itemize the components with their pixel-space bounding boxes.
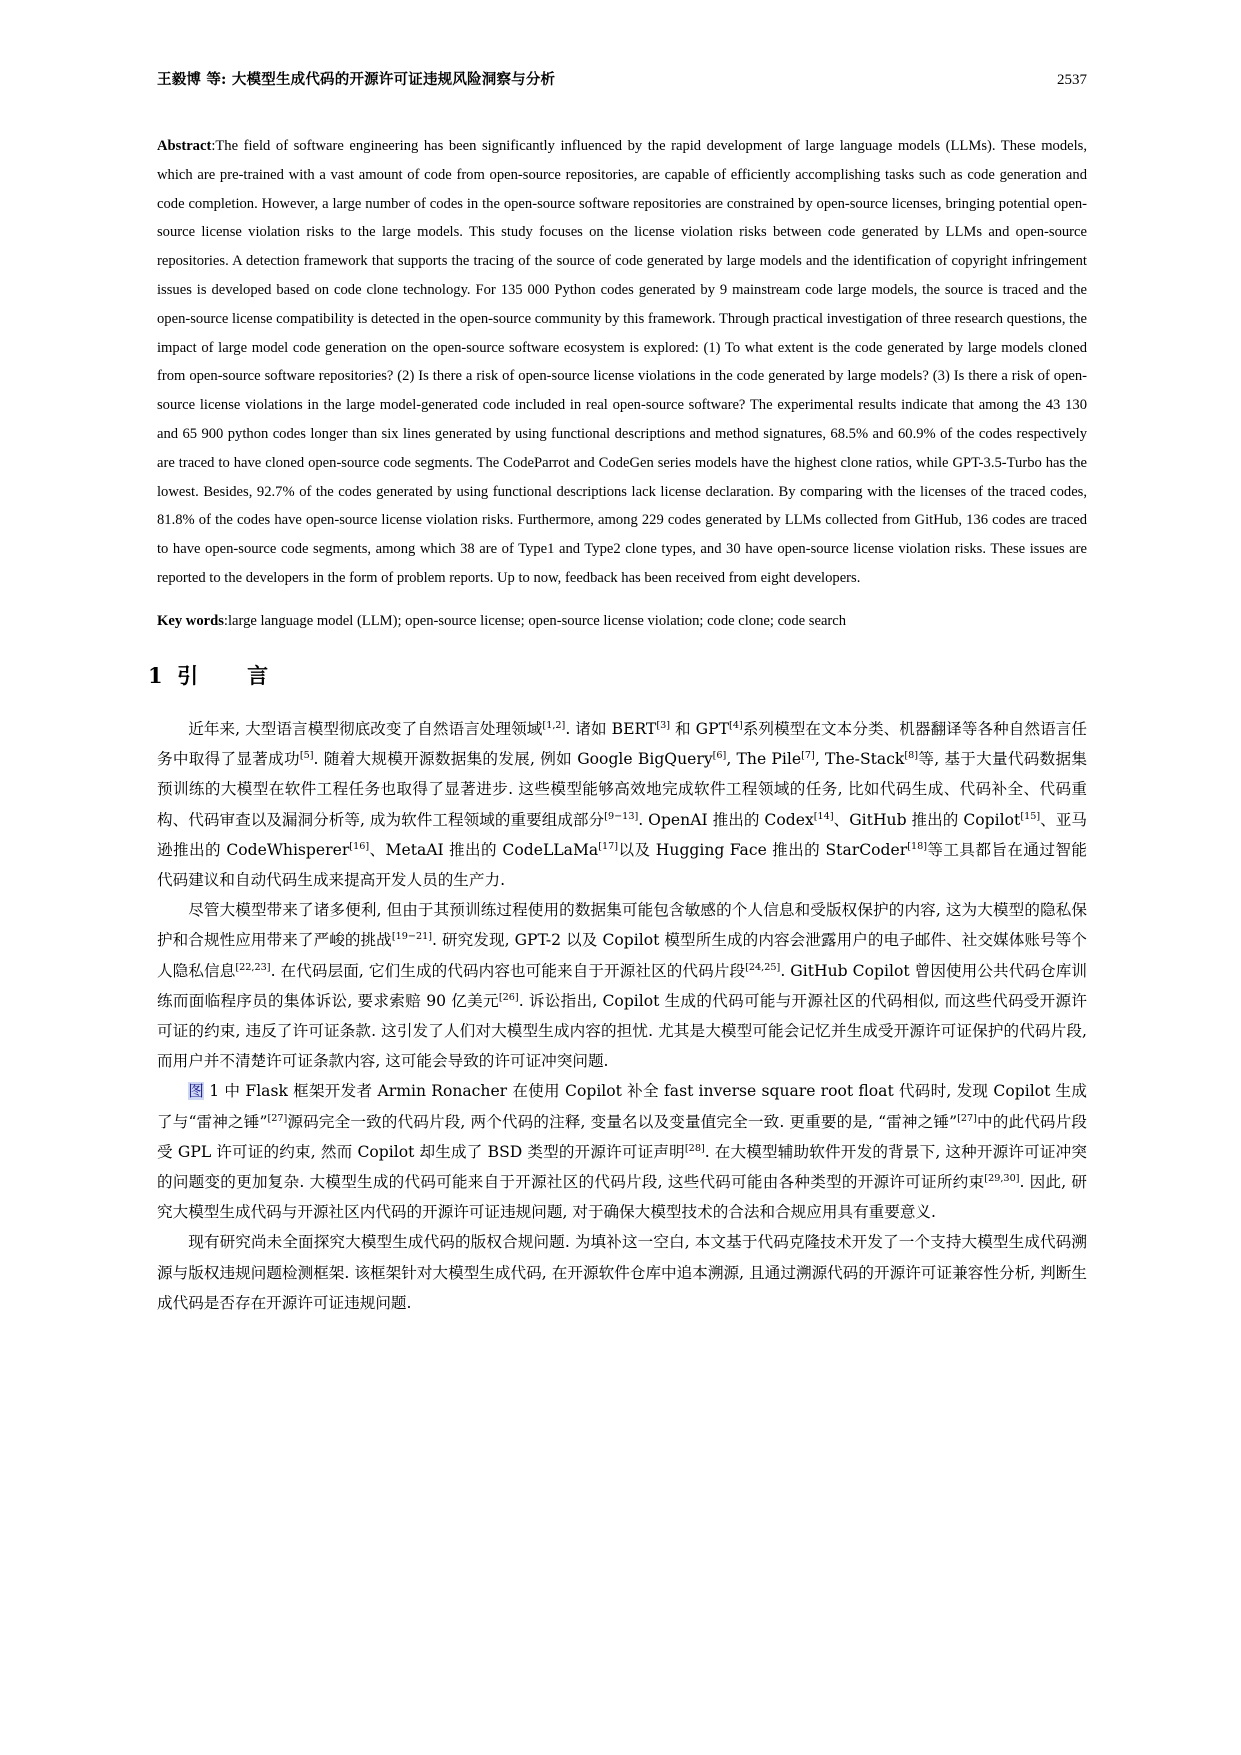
keywords-section bbox=[157, 609, 1087, 633]
text-run: 、GitHub 推出的 Copilot bbox=[833, 810, 1021, 829]
text-run: 现有研究尚未全面探究大模型生成代码的版权合规问题. 为填补这一空白, 本文基于代码克隆技术开发了一个支持大模型生成代码溯源与版权违规问题检测框架. 该框架针对大模型生成代码, 在开源软件仓库中追本溯源, 且通过溯源代码的开源许可证兼容性分析, 判断生成代码是否存在开源许可证违规问题. bbox=[157, 1233, 1087, 1312]
body-paragraph bbox=[157, 1227, 1087, 1318]
text-run: . 诸如 BERT bbox=[565, 720, 657, 738]
body-text bbox=[157, 714, 1087, 1318]
citation-reference[interactable]: [14] bbox=[813, 810, 834, 822]
citation-reference[interactable]: [27] bbox=[267, 1112, 288, 1124]
citation-reference[interactable]: [28] bbox=[684, 1142, 705, 1154]
page-number: 2537 bbox=[1057, 72, 1087, 88]
citation-reference[interactable]: [8] bbox=[904, 750, 919, 762]
body-paragraph bbox=[157, 714, 1087, 895]
running-header bbox=[157, 68, 1087, 89]
section-number: 1 bbox=[148, 663, 164, 688]
text-run: 中的此代码片段受 GPL 许可证的约束, 然而 Copilot 却生成了 BSD 类型的开源许可证声明 bbox=[157, 1112, 1087, 1161]
citation-reference[interactable]: [29,30] bbox=[984, 1172, 1020, 1184]
text-run: 以及 Hugging Face 推出的 StarCoder bbox=[618, 840, 908, 859]
citation-reference[interactable]: [26] bbox=[498, 991, 519, 1003]
citation-reference[interactable]: [1,2] bbox=[542, 719, 566, 731]
citation-reference[interactable]: [15] bbox=[1020, 810, 1041, 822]
citation-reference[interactable]: [7] bbox=[801, 750, 815, 762]
text-run: 、亚马逊推出的 CodeWhisperer bbox=[157, 810, 1087, 859]
text-run: 1 中 Flask 框架开发者 Armin Ronacher 在使用 Copilot 补全 fast inverse square root float 代码时, 发现 Copilot 生成了与“雷神之锤” bbox=[157, 1082, 1087, 1131]
abstract-label: Abstract bbox=[157, 138, 212, 154]
figure-link[interactable]: 图 bbox=[188, 1082, 205, 1101]
citation-reference[interactable]: [6] bbox=[712, 750, 727, 762]
body-paragraph bbox=[157, 895, 1087, 1076]
text-run: , The Pile bbox=[726, 750, 802, 769]
abstract-paragraph bbox=[157, 132, 1087, 593]
keywords-text: large language model (LLM); open-source license; open-source license violation; code clone; code search bbox=[227, 613, 847, 629]
keywords-label: Key words bbox=[157, 613, 224, 629]
text-run: . 在大模型辅助软件开发的背景下, 这种开源许可证冲突的问题变的更加复杂. 大模型生成的代码可能来自于开源社区的代码片段, 这些代码可能由各种类型的开源许可证所约束 bbox=[157, 1142, 1087, 1192]
text-run: 等工具都旨在通过智能代码建议和自动代码生成来提高开发人员的生产力. bbox=[157, 840, 1087, 890]
abstract-section bbox=[157, 132, 1087, 593]
citation-reference[interactable]: [5] bbox=[299, 750, 314, 762]
citation-reference[interactable]: [3] bbox=[656, 719, 671, 731]
citation-reference[interactable]: [22,23] bbox=[235, 961, 271, 973]
citation-reference[interactable]: [27] bbox=[957, 1112, 977, 1124]
abstract-text: The field of software engineering has been significantly influenced by the rapid development of large language models (LLMs). These models, which are pre-trained with a vast amount of code from open-source repositories, are capable of efficiently accomplishing tasks such as code generation and code completion. However, a large number of codes in the open-source software repositories are constrained by open-source licenses, bringing potential open-source license violation risks to the large models. This study focuses on the license violation risks between code generated by LLMs and open-source repositories. A detection framework that supports the tracing of the source of code generated by large models and the identification of copyright infringement issues is developed based on code clone technology. For 135 000 Python codes generated by 9 mainstream code large models, the source is traced and the open-source license compatibility is detected in the open-source community by this framework. Through practical investigation of three research questions, the impact of large model code generation on the open-source software ecosystem is explored: (1) To what extent is the code generated by large models cloned from open-source software repositories? (2) Is there a risk of open-source license violations in the code generated by large models? (3) Is there a risk of open-source license violations in the large model-generated code included in real open-source software? The experimental results indicate that among the 43 130 and 65 900 python codes longer than six lines generated by using functional descriptions and method signatures, 68.5% and 60.9% of the codes respectively are traced to have cloned open-source code segments. The CodeParrot and CodeGen series models have the highest clone ratios, while GPT-3.5-Turbo has the lowest. Besides, 92.7% of the codes generated by using functional descriptions lack license declaration. By comparing with the licenses of the traced codes, 81.8% of the codes have open-source license violation risks. Furthermore, among 229 codes generated by LLMs collected from GitHub, 136 codes are traced to have open-source code segments, among which 38 are of Type1 and Type2 clone types, and 30 have open-source license violation risks. These issues are reported to the developers in the form of problem reports. Up to now, feedback has been received from eight developers. bbox=[157, 138, 1087, 586]
citation-reference[interactable]: [24,25] bbox=[745, 961, 781, 973]
citation-reference[interactable]: [4] bbox=[729, 719, 743, 731]
body-paragraph bbox=[157, 1076, 1087, 1227]
text-run: . OpenAI 推出的 Codex bbox=[638, 810, 814, 829]
text-run: 源码完全一致的代码片段, 两个代码的注释, 变量名以及变量值完全一致. 更重要的是, “雷神之锤” bbox=[287, 1112, 958, 1131]
keywords-separator: : bbox=[223, 613, 228, 629]
text-run: 、MetaAI 推出的 CodeLLaMa bbox=[369, 840, 599, 859]
text-run: . 诉讼指出, Copilot 生成的代码可能与开源社区的代码相似, 而这些代码受开源许可证的约束, 违反了许可证条款. 这引发了人们对大模型生成内容的担忧. 尤其是大模型可能会记忆并生成受开源许可证保护的代码片段, 而用户并不清楚许可证条款内容, 这可能会导致的许可证冲突问题. bbox=[157, 991, 1087, 1071]
text-run: . 随着大规模开源数据集的发展, 例如 Google BigQuery bbox=[313, 750, 713, 769]
citation-reference[interactable]: [17] bbox=[598, 840, 619, 852]
text-run: 和 GPT bbox=[670, 720, 730, 738]
citation-reference[interactable]: [19−21] bbox=[391, 931, 433, 943]
section-heading-introduction bbox=[148, 660, 282, 690]
running-header-title: 王毅博 等: 大模型生成代码的开源许可证违规风险洞察与分析 bbox=[157, 71, 556, 88]
text-run: 近年来, 大型语言模型彻底改变了自然语言处理领域 bbox=[188, 720, 543, 738]
citation-reference[interactable]: [16] bbox=[349, 840, 370, 852]
citation-reference[interactable]: [18] bbox=[907, 840, 928, 852]
citation-reference[interactable]: [9−13] bbox=[604, 810, 639, 822]
text-run: 等, 基于大量代码数据集预训练的大模型在软件工程任务也取得了显著进步. 这些模型能够高效地完成软件工程领域的任务, 比如代码生成、代码补全、代码重构、代码审查以及漏洞分析等, 成为软件工程领域的重要组成部分 bbox=[157, 750, 1087, 829]
text-run: 尽管大模型带来了诸多便利, 但由于其预训练过程使用的数据集可能包含敏感的个人信息和受版权保护的内容, 这为大模型的隐私保护和合规性应用带来了严峻的挑战 bbox=[157, 901, 1087, 950]
text-run: , The-Stack bbox=[814, 750, 905, 769]
text-run: . GitHub Copilot 曾因使用公共代码仓库训练而面临程序员的集体诉讼, 要求索赔 90 亿美元 bbox=[157, 961, 1087, 1010]
text-run: 系列模型在文本分类、机器翻译等各种自然语言任务中取得了显著成功 bbox=[157, 720, 1087, 769]
text-run: . 因此, 研究大模型生成代码与开源社区内代码的开源许可证违规问题, 对于确保大模型技术的合法和合规应用具有重要意义. bbox=[157, 1173, 1088, 1222]
section-title: 引 言 bbox=[177, 663, 283, 688]
abstract-separator: : bbox=[211, 138, 216, 154]
text-run: . 研究发现, GPT-2 以及 Copilot 模型所生成的内容会泄露用户的电子邮件、社交媒体账号等个人隐私信息 bbox=[157, 931, 1087, 980]
text-run: . 在代码层面, 它们生成的代码内容也可能来自于开源社区的代码片段 bbox=[270, 961, 746, 980]
